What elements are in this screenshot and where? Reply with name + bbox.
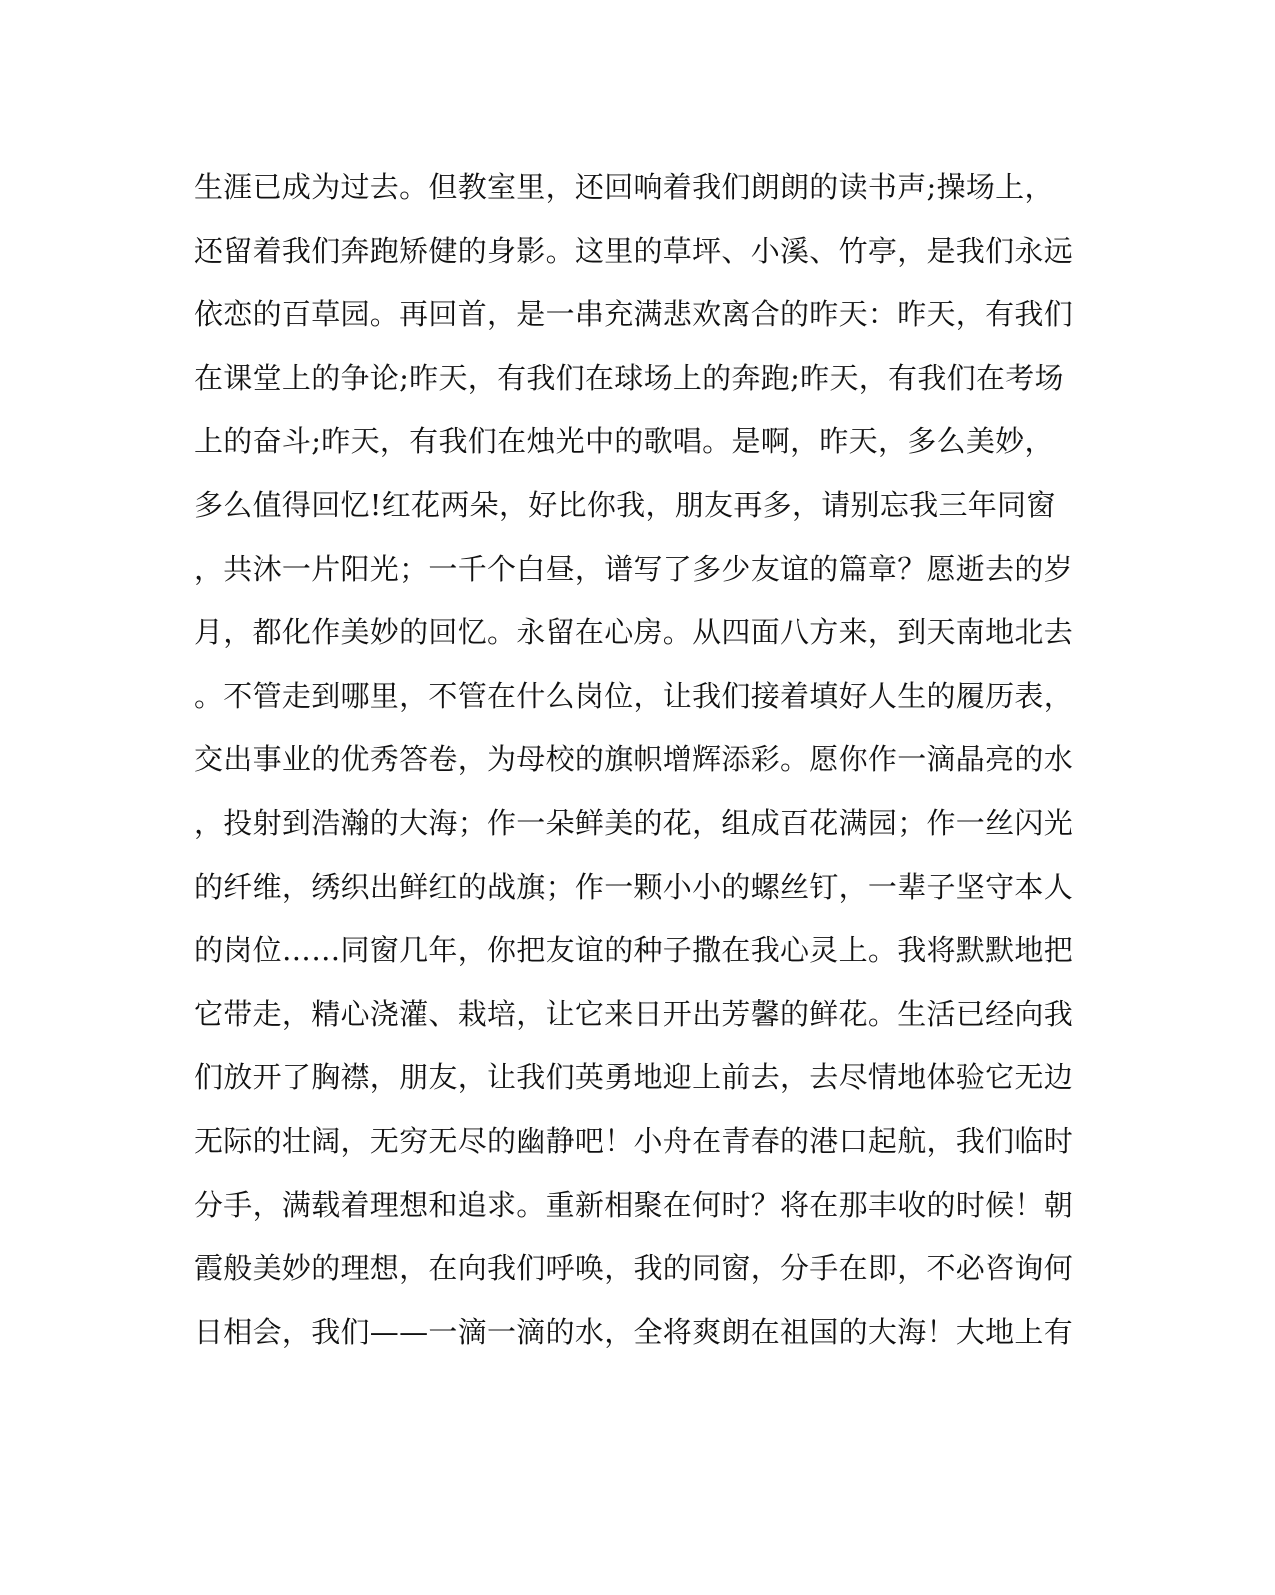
text-line: 还留着我们奔跑矫健的身影。这里的草坪、小溪、竹亭，是我们永远	[194, 233, 1074, 268]
text-line: 日相会，我们——一滴一滴的水，全将爽朗在祖国的大海！大地上有	[194, 1314, 1074, 1349]
text-line: 多么值得回忆!红花两朵，好比你我，朋友再多，请别忘我三年同窗	[194, 487, 1056, 522]
text-line: 生涯已成为过去。但教室里，还回响着我们朗朗的读书声;操场上，	[194, 170, 1054, 204]
text-line: 们放开了胸襟，朋友，让我们英勇地迎上前去，去尽情地体验它无边	[194, 1060, 1074, 1095]
text-line: 月，都化作美妙的回忆。永留在心房。从四面八方来，到天南地北去	[194, 615, 1074, 650]
text-line: 在课堂上的争论;昨天，有我们在球场上的奔跑;昨天，有我们在考场	[194, 360, 1064, 395]
text-line: 的岗位……同窗几年，你把友谊的种子撒在我心灵上。我将默默地把	[194, 933, 1074, 968]
text-line: 交出事业的优秀答卷，为母校的旗帜增辉添彩。愿你作一滴晶亮的水	[194, 742, 1074, 777]
text-line: ，投射到浩瀚的大海；作一朵鲜美的花，组成百花满园；作一丝闪光	[194, 805, 1074, 840]
body-text	[194, 156, 1074, 1364]
text-line: ，共沐一片阳光；一千个白昼，谱写了多少友谊的篇章？愿逝去的岁	[194, 551, 1074, 586]
text-line: 的纤维，绣织出鲜红的战旗；作一颗小小的螺丝钉，一辈子坚守本人	[194, 869, 1074, 904]
text-line: 无际的壮阔，无穷无尽的幽静吧！小舟在青春的港口起航，我们临时	[194, 1123, 1074, 1158]
text-line: 上的奋斗;昨天，有我们在烛光中的歌唱。是啊，昨天，多么美妙，	[194, 424, 1054, 459]
text-line: 分手，满载着理想和追求。重新相聚在何时？将在那丰收的时候！朝	[194, 1187, 1074, 1222]
text-line: 霞般美妙的理想，在向我们呼唤，我的同窗，分手在即，不必咨询何	[194, 1251, 1074, 1286]
text-line: 。不管走到哪里，不管在什么岗位，让我们接着填好人生的履历表，	[194, 678, 1074, 713]
text-line: 依恋的百草园。再回首，是一串充满悲欢离合的昨天：昨天，有我们	[194, 297, 1074, 332]
text-line: 它带走，精心浇灌、栽培，让它来日开出芳馨的鲜花。生活已经向我	[194, 996, 1074, 1031]
